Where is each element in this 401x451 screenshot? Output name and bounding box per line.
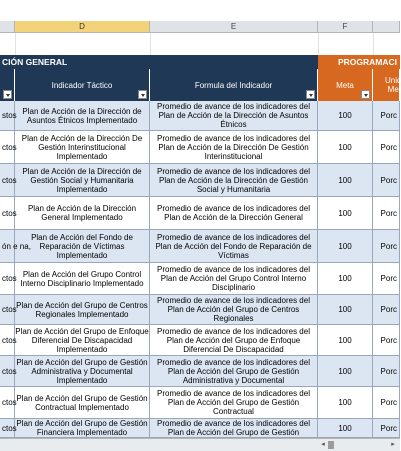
unidad-cell[interactable]: Porc — [373, 197, 400, 230]
meta-cell[interactable]: 100 — [318, 263, 373, 295]
unidad-cell[interactable]: Porc — [373, 164, 400, 197]
scroll-thumb[interactable] — [328, 441, 334, 449]
formula-cell[interactable]: Promedio de avance de los indicadores del Plan de Acción del Grupo de Gestión Contractual — [150, 387, 318, 419]
unidad-cell[interactable]: Porc — [373, 356, 400, 387]
row-category-cell[interactable]: ctos — [0, 387, 15, 419]
table-row — [0, 356, 400, 387]
header-indicador-tactico — [15, 69, 150, 101]
row-category-cell[interactable]: ón e na, — [0, 230, 15, 263]
formula-cell[interactable]: Promedio de avance de los indicadores del Plan de Acción de la Dirección de Gestión Social y Humanitaria — [150, 164, 318, 197]
row-category-cell[interactable]: ctos — [0, 263, 15, 295]
row-category-cell[interactable]: ctos — [0, 325, 15, 356]
meta-cell[interactable]: 100 — [318, 164, 373, 197]
header-formula — [150, 69, 318, 101]
indicador-tactico-cell[interactable]: Plan de Acción del Grupo de Gestión Administrativa y Documental Implementado — [15, 356, 150, 387]
meta-cell[interactable]: 100 — [318, 230, 373, 263]
meta-cell[interactable]: 100 — [318, 356, 373, 387]
table-row — [0, 419, 400, 438]
column-header-g[interactable] — [373, 21, 400, 33]
header-label: Meta — [336, 80, 354, 90]
unidad-cell[interactable]: Porc — [373, 131, 400, 164]
table-row — [0, 131, 400, 164]
row-category-cell[interactable]: ctos — [0, 419, 15, 438]
meta-cell[interactable]: 100 — [318, 101, 373, 131]
filter-dropdown-icon[interactable] — [306, 90, 315, 99]
row-category-cell[interactable]: ctos — [0, 356, 15, 387]
unidad-cell[interactable]: Porc — [373, 295, 400, 325]
filter-dropdown-icon[interactable] — [361, 90, 370, 99]
indicador-tactico-cell[interactable]: Plan de Acción de la Dirección De Gestión Interinstitucional Implementado — [15, 131, 150, 164]
horizontal-scrollbar[interactable] — [0, 438, 400, 451]
table-row — [0, 263, 400, 295]
formula-cell[interactable]: Promedio de avance de los indicadores del Plan de Acción de la Dirección de Asuntos Étnicos — [150, 101, 318, 131]
column-header-d[interactable]: D — [15, 21, 150, 33]
unidad-cell[interactable]: Porc — [373, 387, 400, 419]
indicador-tactico-cell[interactable]: Plan de Acción del Grupo de Enfoque Diferencial De Discapacidad Implementado — [15, 325, 150, 356]
row-category-cell[interactable]: ctos — [0, 197, 15, 230]
indicador-tactico-cell[interactable]: Plan de Acción del Grupo de Centros Regionales Implementado — [15, 295, 150, 325]
meta-cell[interactable]: 100 — [318, 197, 373, 230]
meta-cell[interactable]: 100 — [318, 131, 373, 164]
unidad-cell[interactable]: Porc — [373, 101, 400, 131]
formula-cell[interactable]: Promedio de avance de los indicadores del Plan de Acción del Grupo de Enfoque Diferencial De Discapacidad — [150, 325, 318, 356]
header-label: Formula del Indicador — [194, 80, 273, 90]
header-col-c — [0, 69, 15, 101]
table-row — [0, 387, 400, 419]
row-category-cell[interactable]: ctos — [0, 164, 15, 197]
column-header-e[interactable]: E — [150, 21, 318, 33]
column-header-f[interactable]: F — [318, 21, 373, 33]
general-banner: CIÓN GENERAL — [0, 55, 318, 69]
indicador-tactico-cell[interactable]: Plan de Acción del Grupo de Gestión Financiera Implementado — [15, 419, 150, 438]
table-row — [0, 164, 400, 197]
row-category-cell[interactable]: stos — [0, 101, 15, 131]
row-category-cell[interactable]: ctos — [0, 131, 15, 164]
header-unidad — [373, 69, 400, 101]
table-row — [0, 325, 400, 356]
programacion-banner: PROGRAMACI — [318, 55, 400, 69]
formula-cell[interactable]: Promedio de avance de los indicadores del Plan de Acción del Grupo de Gestión Administrativa y Documental — [150, 356, 318, 387]
formula-cell[interactable]: Promedio de avance de los indicadores del Plan de Acción del Grupo de Gestión — [150, 419, 318, 438]
indicador-tactico-cell[interactable]: Plan de Acción del Grupo Control Interno Disciplinario Implementado — [15, 263, 150, 295]
meta-cell[interactable]: 100 — [318, 419, 373, 438]
formula-cell[interactable]: Promedio de avance de los indicadores del Plan de Acción del Grupo Control Interno Disciplinario — [150, 263, 318, 295]
indicador-tactico-cell[interactable]: Plan de Acción de la Dirección General Implementado — [15, 197, 150, 230]
indicador-tactico-cell[interactable]: Plan de Acción de la Dirección de Gestión Social y Humanitaria Implementado — [15, 164, 150, 197]
formula-cell[interactable]: Promedio de avance de los indicadores del Plan de Acción del Fondo de Reparación de Víctimas — [150, 230, 318, 263]
meta-cell[interactable]: 100 — [318, 295, 373, 325]
indicador-tactico-cell[interactable]: Plan de Acción del Grupo de Gestión Contractual Implementado — [15, 387, 150, 419]
column-header-c[interactable] — [0, 21, 15, 33]
row-category-cell[interactable]: ctos — [0, 295, 15, 325]
unidad-cell[interactable]: Porc — [373, 230, 400, 263]
blank-row — [0, 33, 400, 55]
formula-bar-area — [0, 0, 400, 22]
table-row — [0, 197, 400, 230]
indicador-tactico-cell[interactable]: Plan de Acción de la Dirección de Asuntos Étnicos Implementado — [15, 101, 150, 131]
unidad-cell[interactable]: Porc — [373, 325, 400, 356]
scroll-right-icon[interactable]: ▸ — [391, 441, 395, 448]
indicador-tactico-cell[interactable]: Plan de Acción del Fondo de Reparación de Víctimas Implementado — [15, 230, 150, 263]
meta-cell[interactable]: 100 — [318, 387, 373, 419]
unidad-cell[interactable]: Porc — [373, 263, 400, 295]
meta-cell[interactable]: 100 — [318, 325, 373, 356]
filter-dropdown-icon[interactable] — [138, 90, 147, 99]
header-label: Indicador Táctico — [51, 80, 113, 90]
header-meta — [318, 69, 373, 101]
scroll-left-icon[interactable]: ◂ — [321, 441, 325, 448]
filter-dropdown-icon[interactable] — [3, 90, 12, 99]
formula-cell[interactable]: Promedio de avance de los indicadores del Plan de Acción de la Dirección General — [150, 197, 318, 230]
formula-cell[interactable]: Promedio de avance de los indicadores del Plan de Acción de la Dirección De Gestión Interinstitucional — [150, 131, 318, 164]
table-row — [0, 295, 400, 325]
table-row — [0, 101, 400, 131]
header-label: Unid Me — [385, 76, 401, 94]
unidad-cell[interactable]: Porc — [373, 419, 400, 438]
formula-cell[interactable]: Promedio de avance de los indicadores del Plan de Acción del Grupo de Centros Regionales — [150, 295, 318, 325]
table-row — [0, 230, 400, 263]
